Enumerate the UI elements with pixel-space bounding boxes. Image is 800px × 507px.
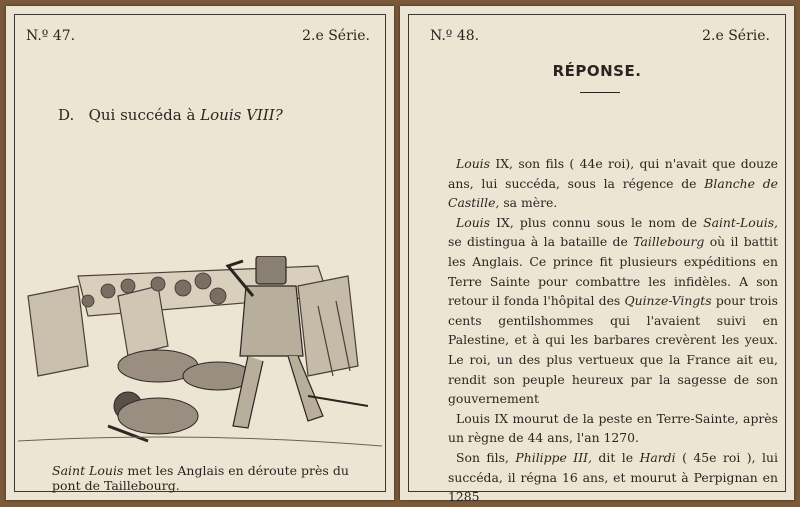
paragraph-name: Louis	[456, 156, 490, 171]
card-47	[6, 6, 394, 500]
paragraph-text: ( 45e roi ), lui succéda, il régna 16 ans, et mourut à Perpignan en 1285	[448, 449, 778, 505]
paragraph-1	[448, 154, 778, 213]
paragraph-4	[448, 448, 778, 507]
paragraph-name: Louis	[456, 214, 490, 230]
paragraph-name: Philippe III,	[515, 449, 592, 465]
paragraph-name: Taillebourg	[633, 234, 705, 250]
title-rule	[580, 92, 620, 93]
paragraph-text: IX, plus connu sous le nom de	[496, 214, 697, 230]
question	[58, 106, 283, 124]
question-prefix: D.	[58, 106, 75, 124]
question-name: Louis VIII	[200, 106, 275, 124]
paragraph-text: dit le	[598, 449, 634, 465]
paragraph-text: IX, son fils ( 44e roi), qui n'avait que douze ans, lui succéda, sous la régence de	[448, 156, 778, 191]
card-number: N.º 48.	[430, 28, 480, 44]
caption-text: met les Anglais en déroute près du pont de Taillebourg.	[52, 463, 349, 493]
card-series: 2.e Série.	[702, 28, 770, 44]
paragraph-text: où il battit les Anglais. Ce prince fit plusieurs expéditions en Terre Sainte pour combattre les infidèles. A son retour il fonda l'hôpital des	[448, 234, 778, 309]
paragraph-text: pour trois cents gentilshommes qui l'avaient suivi en Palestine, et à qui les barbares crevèrent les yeux. Le roi, un des plus vertueux que la France ait eu, rendit son peuple heureux par la sagesse de son gouvernement	[448, 293, 778, 407]
paragraph-name: Hardi	[639, 449, 676, 465]
card-series: 2.e Série.	[302, 28, 370, 44]
paragraph-text: se distingua à la bataille de	[448, 234, 628, 250]
question-text: Qui succéda à	[88, 106, 196, 124]
caption	[52, 463, 372, 493]
question-suffix: ?	[274, 106, 283, 124]
answer-text	[448, 154, 778, 507]
answer-title: RÉPONSE.	[552, 62, 642, 80]
paragraph-name: Saint-Louis,	[703, 214, 778, 230]
paragraph-name: Blanche de Castille,	[448, 175, 778, 211]
caption-name: Saint Louis	[52, 463, 124, 478]
paragraph-text: Son fils,	[456, 449, 509, 465]
paragraph-name: Quinze-Vingts	[624, 293, 712, 309]
paragraph-text: Louis IX mourut de la peste en Terre-Sainte, après un règne de 44 ans, l'an 1270.	[448, 410, 778, 446]
paragraph-3	[448, 409, 778, 448]
paragraph-text: sa mère.	[503, 195, 558, 211]
card-number: N.º 47.	[26, 28, 76, 44]
battle-scene-icon	[18, 256, 382, 456]
paragraph-2	[448, 213, 778, 409]
card-48	[400, 6, 794, 505]
